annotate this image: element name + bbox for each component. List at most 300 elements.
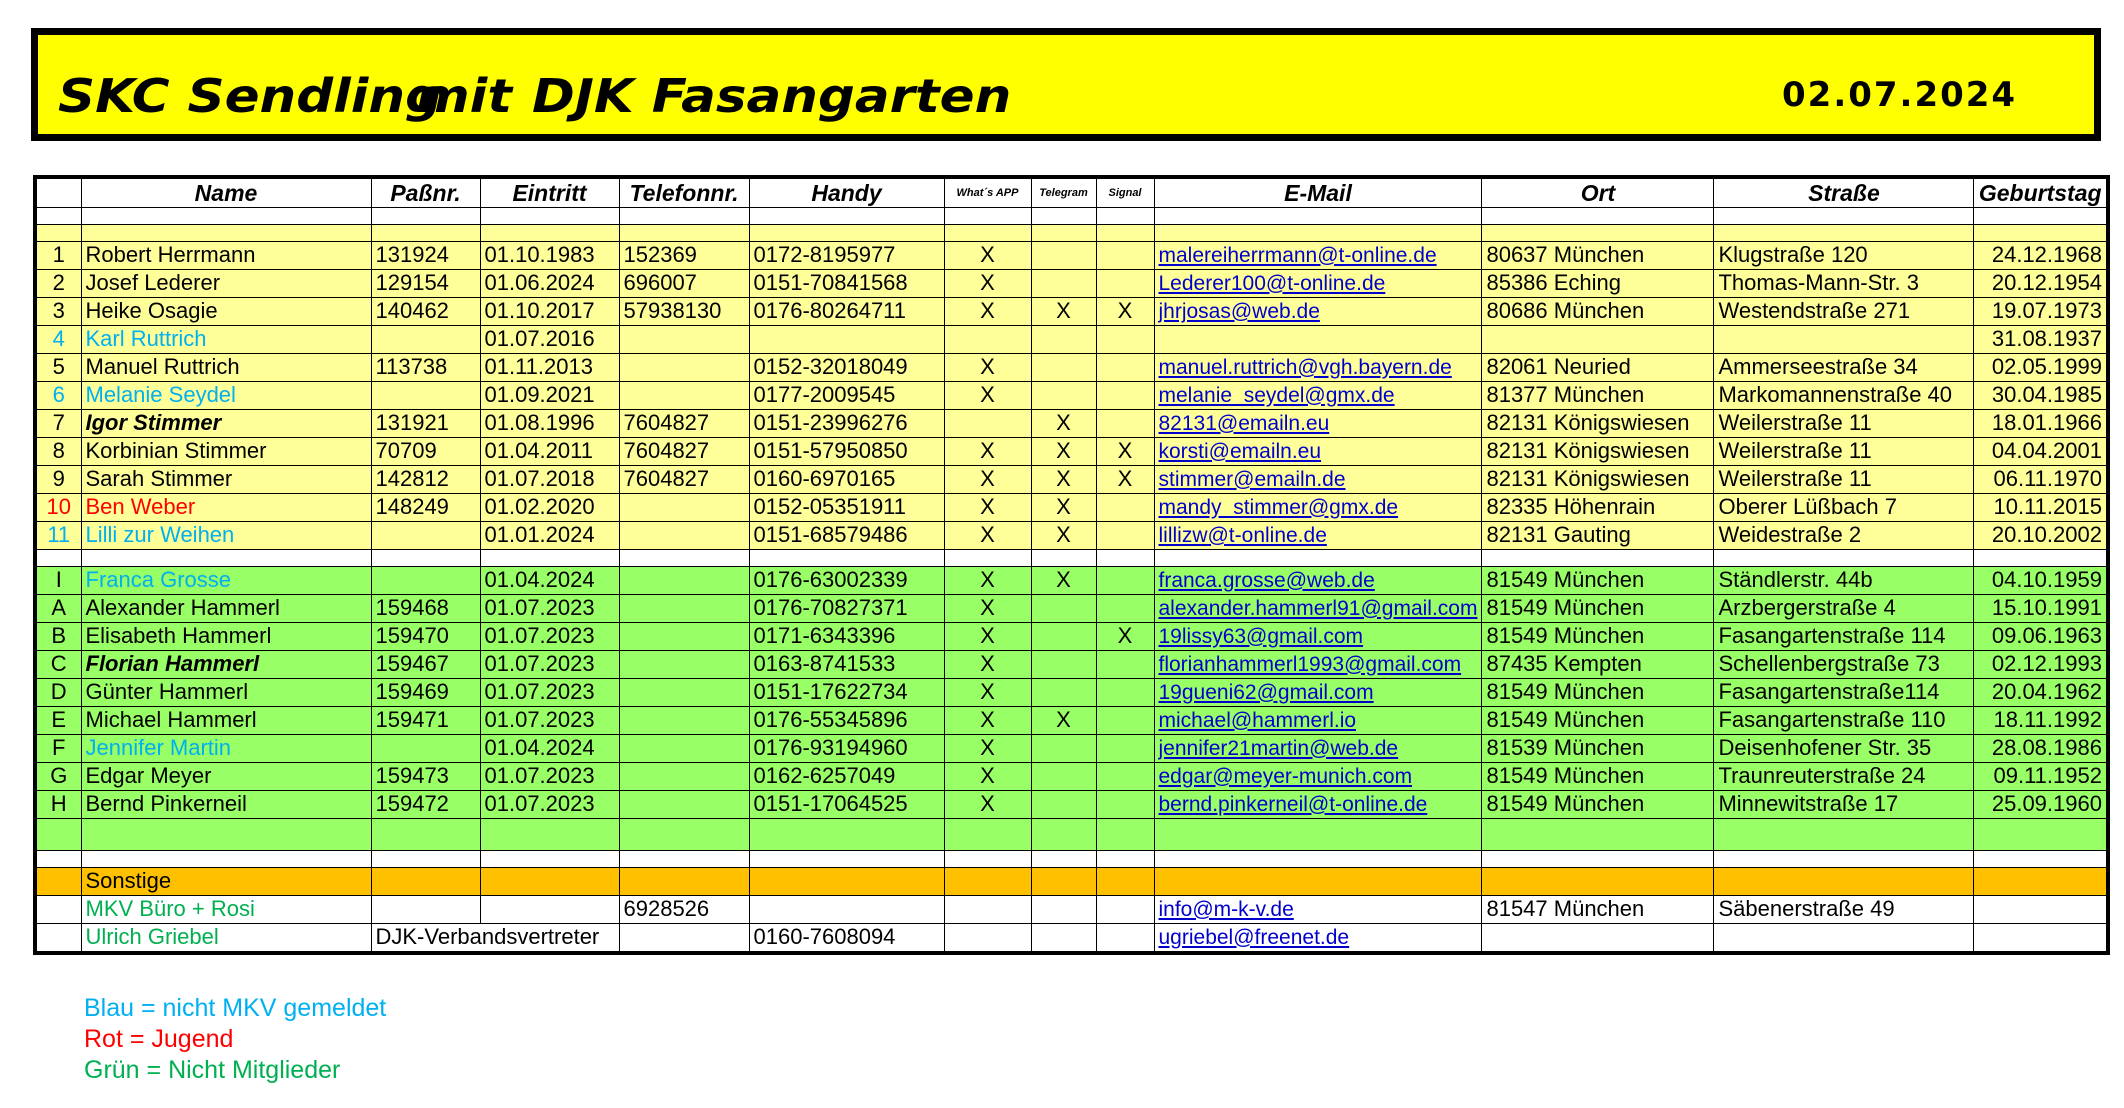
birthday: 19.07.1973	[1974, 297, 2108, 325]
empty-cell	[81, 850, 371, 867]
empty-cell	[749, 549, 944, 566]
mobile-number: 0176-55345896	[749, 706, 944, 734]
street: Ständlerstr. 44b	[1714, 566, 1974, 594]
header-eintritt: Eintritt	[480, 177, 619, 207]
row-number: 7	[35, 409, 81, 437]
header-nr	[35, 177, 81, 207]
email-cell	[1154, 269, 1482, 297]
whatsapp-mark: X	[944, 381, 1031, 409]
empty-cell	[1154, 224, 1482, 241]
empty-cell	[1974, 549, 2108, 566]
street: Minnewitstraße 17	[1714, 790, 1974, 818]
signal-mark	[1096, 650, 1154, 678]
empty-cell	[944, 207, 1031, 224]
empty-cell	[944, 895, 1031, 923]
email-link[interactable]: 19gueni62@gmail.com	[1158, 680, 1374, 704]
birthday: 25.09.1960	[1974, 790, 2108, 818]
street: Fasangartenstraße 114	[1714, 622, 1974, 650]
signal-mark	[1096, 493, 1154, 521]
header-name: Name	[81, 177, 371, 207]
empty-cell	[480, 207, 619, 224]
email-link[interactable]: manuel.ruttrich@vgh.bayern.de	[1158, 355, 1452, 379]
role-cell: DJK-Verbandsvertreter	[371, 923, 619, 953]
birthday: 02.05.1999	[1974, 353, 2108, 381]
birthday: 04.10.1959	[1974, 566, 2108, 594]
city: 82335 Höhenrain	[1482, 493, 1714, 521]
empty-cell	[1096, 867, 1154, 895]
empty-cell	[1096, 549, 1154, 566]
city	[1482, 325, 1714, 353]
empty-cell	[749, 867, 944, 895]
member-name: Heike Osagie	[81, 297, 371, 325]
street: Oberer Lüßbach 7	[1714, 493, 1974, 521]
header-email: E-Mail	[1154, 177, 1482, 207]
empty-cell	[619, 224, 749, 241]
pass-number: 159467	[371, 650, 480, 678]
mobile-number: 0176-63002339	[749, 566, 944, 594]
table-row	[35, 622, 2108, 650]
empty-cell	[1096, 850, 1154, 867]
whatsapp-mark: X	[944, 297, 1031, 325]
entry-date: 01.11.2013	[480, 353, 619, 381]
pass-number: 159472	[371, 790, 480, 818]
whatsapp-mark: X	[944, 650, 1031, 678]
pass-number	[371, 381, 480, 409]
mobile-number: 0163-8741533	[749, 650, 944, 678]
email-cell	[1154, 437, 1482, 465]
signal-mark	[1096, 241, 1154, 269]
phone-number: 152369	[619, 241, 749, 269]
empty-cell	[81, 224, 371, 241]
email-link[interactable]: mandy_stimmer@gmx.de	[1158, 495, 1399, 519]
whatsapp-mark: X	[944, 678, 1031, 706]
whatsapp-mark: X	[944, 706, 1031, 734]
header-signal: Signal	[1096, 177, 1154, 207]
mobile-number: 0151-17622734	[749, 678, 944, 706]
entry-date: 01.07.2016	[480, 325, 619, 353]
city: 81549 München	[1482, 594, 1714, 622]
empty-cell	[1482, 850, 1714, 867]
street: Schellenbergstraße 73	[1714, 650, 1974, 678]
street	[1714, 923, 1974, 953]
empty-cell	[1154, 549, 1482, 566]
entry-date: 01.07.2023	[480, 678, 619, 706]
pass-number: 131924	[371, 241, 480, 269]
signal-mark: X	[1096, 622, 1154, 650]
empty-cell	[1096, 224, 1154, 241]
legend-red: Rot = Jugend	[84, 1025, 234, 1053]
row-number: 6	[35, 381, 81, 409]
birthday: 09.11.1952	[1974, 762, 2108, 790]
mobile-number: 0151-17064525	[749, 790, 944, 818]
empty-cell	[480, 549, 619, 566]
whatsapp-mark	[944, 409, 1031, 437]
mobile-number: 0160-7608094	[749, 923, 944, 953]
member-name: Manuel Ruttrich	[81, 353, 371, 381]
table-row	[35, 706, 2108, 734]
title-club-2: DJK Fasangarten	[532, 69, 1012, 123]
empty-cell	[1031, 923, 1096, 953]
email-link[interactable]: malereiherrmann@t-online.de	[1158, 243, 1437, 267]
table-row	[35, 493, 2108, 521]
row-number: 10	[35, 493, 81, 521]
empty-cell	[619, 549, 749, 566]
empty-cell	[1482, 207, 1714, 224]
birthday: 18.01.1966	[1974, 409, 2108, 437]
title-banner	[31, 28, 2101, 141]
member-name: Josef Lederer	[81, 269, 371, 297]
empty-cell	[371, 850, 480, 867]
entry-date: 01.07.2023	[480, 650, 619, 678]
email-link[interactable]: jhrjosas@web.de	[1158, 299, 1320, 323]
phone-number	[619, 790, 749, 818]
signal-mark	[1096, 762, 1154, 790]
empty-cell	[1154, 818, 1482, 850]
row-number: H	[35, 790, 81, 818]
birthday: 24.12.1968	[1974, 241, 2108, 269]
entry-date: 01.10.2017	[480, 297, 619, 325]
header-geburtstag: Geburtstag	[1974, 177, 2108, 207]
email-link[interactable]: Lederer100@t-online.de	[1158, 271, 1386, 295]
email-cell	[1154, 409, 1482, 437]
mobile-number: 0151-68579486	[749, 521, 944, 549]
city: 82131 Königswiesen	[1482, 437, 1714, 465]
empty-cell	[1096, 923, 1154, 953]
telegram-mark	[1031, 325, 1096, 353]
pass-number	[371, 325, 480, 353]
telegram-mark: X	[1031, 566, 1096, 594]
phone-number	[619, 594, 749, 622]
entry-date: 01.04.2024	[480, 734, 619, 762]
email-cell	[1154, 465, 1482, 493]
signal-mark	[1096, 409, 1154, 437]
birthday: 15.10.1991	[1974, 594, 2108, 622]
street: Deisenhofener Str. 35	[1714, 734, 1974, 762]
street: Ammerseestraße 34	[1714, 353, 1974, 381]
entry-date: 01.08.1996	[480, 409, 619, 437]
phone-number: 6928526	[619, 895, 749, 923]
row-number: I	[35, 566, 81, 594]
phone-number	[619, 353, 749, 381]
empty-cell	[480, 895, 619, 923]
email-link[interactable]: ugriebel@freenet.de	[1158, 925, 1350, 949]
telegram-mark	[1031, 622, 1096, 650]
birthday: 06.11.1970	[1974, 465, 2108, 493]
empty-cell	[619, 867, 749, 895]
empty-cell	[1031, 895, 1096, 923]
birthday: 09.06.1963	[1974, 622, 2108, 650]
telegram-mark: X	[1031, 493, 1096, 521]
table-row	[35, 465, 2108, 493]
table-row	[35, 923, 2108, 953]
member-name: Ben Weber	[81, 493, 371, 521]
empty-cell	[1031, 850, 1096, 867]
email-cell	[1154, 325, 1482, 353]
row-number: 11	[35, 521, 81, 549]
whatsapp-mark: X	[944, 734, 1031, 762]
phone-number	[619, 521, 749, 549]
birthday: 28.08.1986	[1974, 734, 2108, 762]
whatsapp-mark: X	[944, 241, 1031, 269]
empty-cell	[1482, 549, 1714, 566]
street: Westendstraße 271	[1714, 297, 1974, 325]
table-row	[35, 325, 2108, 353]
empty-cell	[35, 850, 81, 867]
email-link[interactable]: bernd.pinkerneil@t-online.de	[1158, 792, 1428, 816]
telegram-mark: X	[1031, 521, 1096, 549]
mobile-number: 0152-05351911	[749, 493, 944, 521]
empty-cell	[35, 923, 81, 953]
empty-cell	[749, 818, 944, 850]
empty-cell	[480, 850, 619, 867]
row-number: D	[35, 678, 81, 706]
whatsapp-mark: X	[944, 493, 1031, 521]
phone-number	[619, 566, 749, 594]
email-link[interactable]: melanie_seydel@gmx.de	[1158, 383, 1395, 407]
street: Thomas-Mann-Str. 3	[1714, 269, 1974, 297]
signal-mark: X	[1096, 437, 1154, 465]
mobile-number: 0152-32018049	[749, 353, 944, 381]
member-name: Elisabeth Hammerl	[81, 622, 371, 650]
entry-date: 01.07.2023	[480, 790, 619, 818]
birthday: 02.12.1993	[1974, 650, 2108, 678]
row-number: 9	[35, 465, 81, 493]
whatsapp-mark: X	[944, 521, 1031, 549]
email-cell	[1154, 650, 1482, 678]
birthday: 31.08.1937	[1974, 325, 2108, 353]
table-row	[35, 297, 2108, 325]
empty-cell	[1714, 850, 1974, 867]
entry-date: 01.07.2023	[480, 706, 619, 734]
email-link[interactable]: alexander.hammerl91@gmail.com	[1158, 596, 1478, 620]
member-name: Michael Hammerl	[81, 706, 371, 734]
street: Weilerstraße 11	[1714, 409, 1974, 437]
header-whatsapp: What´s APP	[944, 177, 1031, 207]
email-link[interactable]: korsti@emailn.eu	[1158, 439, 1322, 463]
empty-cell	[1974, 923, 2108, 953]
email-cell	[1154, 706, 1482, 734]
pass-number: 113738	[371, 353, 480, 381]
email-link[interactable]: 19lissy63@gmail.com	[1158, 624, 1364, 648]
telegram-mark	[1031, 734, 1096, 762]
whatsapp-mark: X	[944, 566, 1031, 594]
entry-date: 01.01.2024	[480, 521, 619, 549]
table-row	[35, 734, 2108, 762]
header-pass: Paßnr.	[371, 177, 480, 207]
pass-number: 70709	[371, 437, 480, 465]
member-name: Günter Hammerl	[81, 678, 371, 706]
phone-number	[619, 325, 749, 353]
empty-cell	[1154, 850, 1482, 867]
city: 82131 Königswiesen	[1482, 465, 1714, 493]
row-number: F	[35, 734, 81, 762]
whatsapp-mark: X	[944, 437, 1031, 465]
entry-date: 01.09.2021	[480, 381, 619, 409]
telegram-mark	[1031, 269, 1096, 297]
phone-number: 57938130	[619, 297, 749, 325]
email-link[interactable]: edgar@meyer-munich.com	[1158, 764, 1413, 788]
empty-cell	[371, 224, 480, 241]
email-cell	[1154, 895, 1482, 923]
signal-mark	[1096, 594, 1154, 622]
mobile-number: 0151-23996276	[749, 409, 944, 437]
empty-cell	[749, 207, 944, 224]
row-number: 2	[35, 269, 81, 297]
empty-cell	[35, 818, 81, 850]
empty-cell	[371, 207, 480, 224]
empty-cell	[81, 818, 371, 850]
signal-mark	[1096, 734, 1154, 762]
mobile-number: 0176-70827371	[749, 594, 944, 622]
empty-cell	[944, 923, 1031, 953]
table-row	[35, 409, 2108, 437]
empty-cell	[1714, 549, 1974, 566]
phone-number: 7604827	[619, 409, 749, 437]
phone-number: 696007	[619, 269, 749, 297]
city: 81377 München	[1482, 381, 1714, 409]
pass-number: 159471	[371, 706, 480, 734]
city: 81549 München	[1482, 706, 1714, 734]
row-number: B	[35, 622, 81, 650]
member-name: Melanie Seydel	[81, 381, 371, 409]
empty-cell	[944, 818, 1031, 850]
empty-cell	[1482, 224, 1714, 241]
city: 81547 München	[1482, 895, 1714, 923]
member-name: Jennifer Martin	[81, 734, 371, 762]
email-link[interactable]: info@m-k-v.de	[1158, 897, 1294, 921]
city: 81549 München	[1482, 790, 1714, 818]
birthday: 20.10.2002	[1974, 521, 2108, 549]
entry-date: 01.07.2023	[480, 622, 619, 650]
mobile-number: 0160-6970165	[749, 465, 944, 493]
whatsapp-mark: X	[944, 269, 1031, 297]
mobile-number: 0151-70841568	[749, 269, 944, 297]
empty-cell	[1714, 207, 1974, 224]
table-row	[35, 269, 2108, 297]
row-number: 8	[35, 437, 81, 465]
street: Markomannenstraße 40	[1714, 381, 1974, 409]
member-name: Edgar Meyer	[81, 762, 371, 790]
email-link[interactable]: jennifer21martin@web.de	[1158, 736, 1399, 760]
phone-number: 7604827	[619, 437, 749, 465]
empty-cell	[1031, 207, 1096, 224]
city	[1482, 923, 1714, 953]
empty-cell	[619, 818, 749, 850]
empty-cell	[619, 850, 749, 867]
empty-cell	[1154, 867, 1482, 895]
empty-cell	[1974, 895, 2108, 923]
row-number: 4	[35, 325, 81, 353]
role-cell	[371, 895, 480, 923]
color-legend	[84, 993, 386, 1086]
empty-cell	[480, 867, 619, 895]
telegram-mark: X	[1031, 409, 1096, 437]
signal-mark: X	[1096, 465, 1154, 493]
row-number: E	[35, 706, 81, 734]
empty-cell	[1974, 207, 2108, 224]
city: 80637 München	[1482, 241, 1714, 269]
whatsapp-mark: X	[944, 594, 1031, 622]
telegram-mark	[1031, 650, 1096, 678]
member-name: Alexander Hammerl	[81, 594, 371, 622]
phone-number	[619, 493, 749, 521]
empty-cell	[944, 549, 1031, 566]
pass-number	[371, 521, 480, 549]
email-link[interactable]: 82131@emailn.eu	[1158, 411, 1330, 435]
phone-number	[619, 678, 749, 706]
telegram-mark	[1031, 762, 1096, 790]
email-cell	[1154, 566, 1482, 594]
city: 82061 Neuried	[1482, 353, 1714, 381]
empty-cell	[1482, 867, 1714, 895]
empty-cell	[35, 207, 81, 224]
email-cell	[1154, 353, 1482, 381]
empty-cell	[1031, 818, 1096, 850]
title-club-1: SKC Sendling	[58, 69, 442, 123]
empty-cell	[1974, 818, 2108, 850]
pass-number: 159473	[371, 762, 480, 790]
row-number: G	[35, 762, 81, 790]
signal-mark: X	[1096, 297, 1154, 325]
table-row	[35, 521, 2108, 549]
whatsapp-mark: X	[944, 762, 1031, 790]
signal-mark	[1096, 678, 1154, 706]
mobile-number: 0171-6343396	[749, 622, 944, 650]
email-link[interactable]: lillizw@t-online.de	[1158, 523, 1327, 547]
table-row	[35, 241, 2108, 269]
whatsapp-mark: X	[944, 353, 1031, 381]
mobile-number: 0172-8195977	[749, 241, 944, 269]
empty-cell	[1974, 867, 2108, 895]
spacer-row	[35, 224, 2108, 241]
city: 82131 Gauting	[1482, 521, 1714, 549]
header-strasse: Straße	[1714, 177, 1974, 207]
email-link[interactable]: michael@hammerl.io	[1158, 708, 1357, 732]
phone-number	[619, 706, 749, 734]
phone-number	[619, 734, 749, 762]
telegram-mark	[1031, 353, 1096, 381]
email-link[interactable]: florianhammerl1993@gmail.com	[1158, 652, 1462, 676]
mobile-number: 0176-93194960	[749, 734, 944, 762]
table-row	[35, 678, 2108, 706]
email-link[interactable]: stimmer@emailn.de	[1158, 467, 1346, 491]
empty-cell	[81, 207, 371, 224]
table-row	[35, 437, 2108, 465]
email-cell	[1154, 734, 1482, 762]
empty-cell	[1482, 818, 1714, 850]
title-connector: mit	[416, 69, 512, 123]
email-cell	[1154, 594, 1482, 622]
spacer-row	[35, 207, 2108, 224]
phone-number	[619, 622, 749, 650]
document-date: 02.07.2024	[1782, 75, 2018, 115]
telegram-mark	[1031, 678, 1096, 706]
email-cell	[1154, 923, 1482, 953]
member-table	[33, 175, 2110, 955]
empty-cell	[35, 549, 81, 566]
empty-cell	[35, 895, 81, 923]
street: Säbenerstraße 49	[1714, 895, 1974, 923]
header-row	[35, 177, 2108, 207]
street: Klugstraße 120	[1714, 241, 1974, 269]
email-cell	[1154, 622, 1482, 650]
signal-mark	[1096, 325, 1154, 353]
city: 85386 Eching	[1482, 269, 1714, 297]
contact-name: MKV Büro + Rosi	[81, 895, 371, 923]
email-link[interactable]: franca.grosse@web.de	[1158, 568, 1375, 592]
spacer-row	[35, 818, 2108, 850]
signal-mark	[1096, 381, 1154, 409]
